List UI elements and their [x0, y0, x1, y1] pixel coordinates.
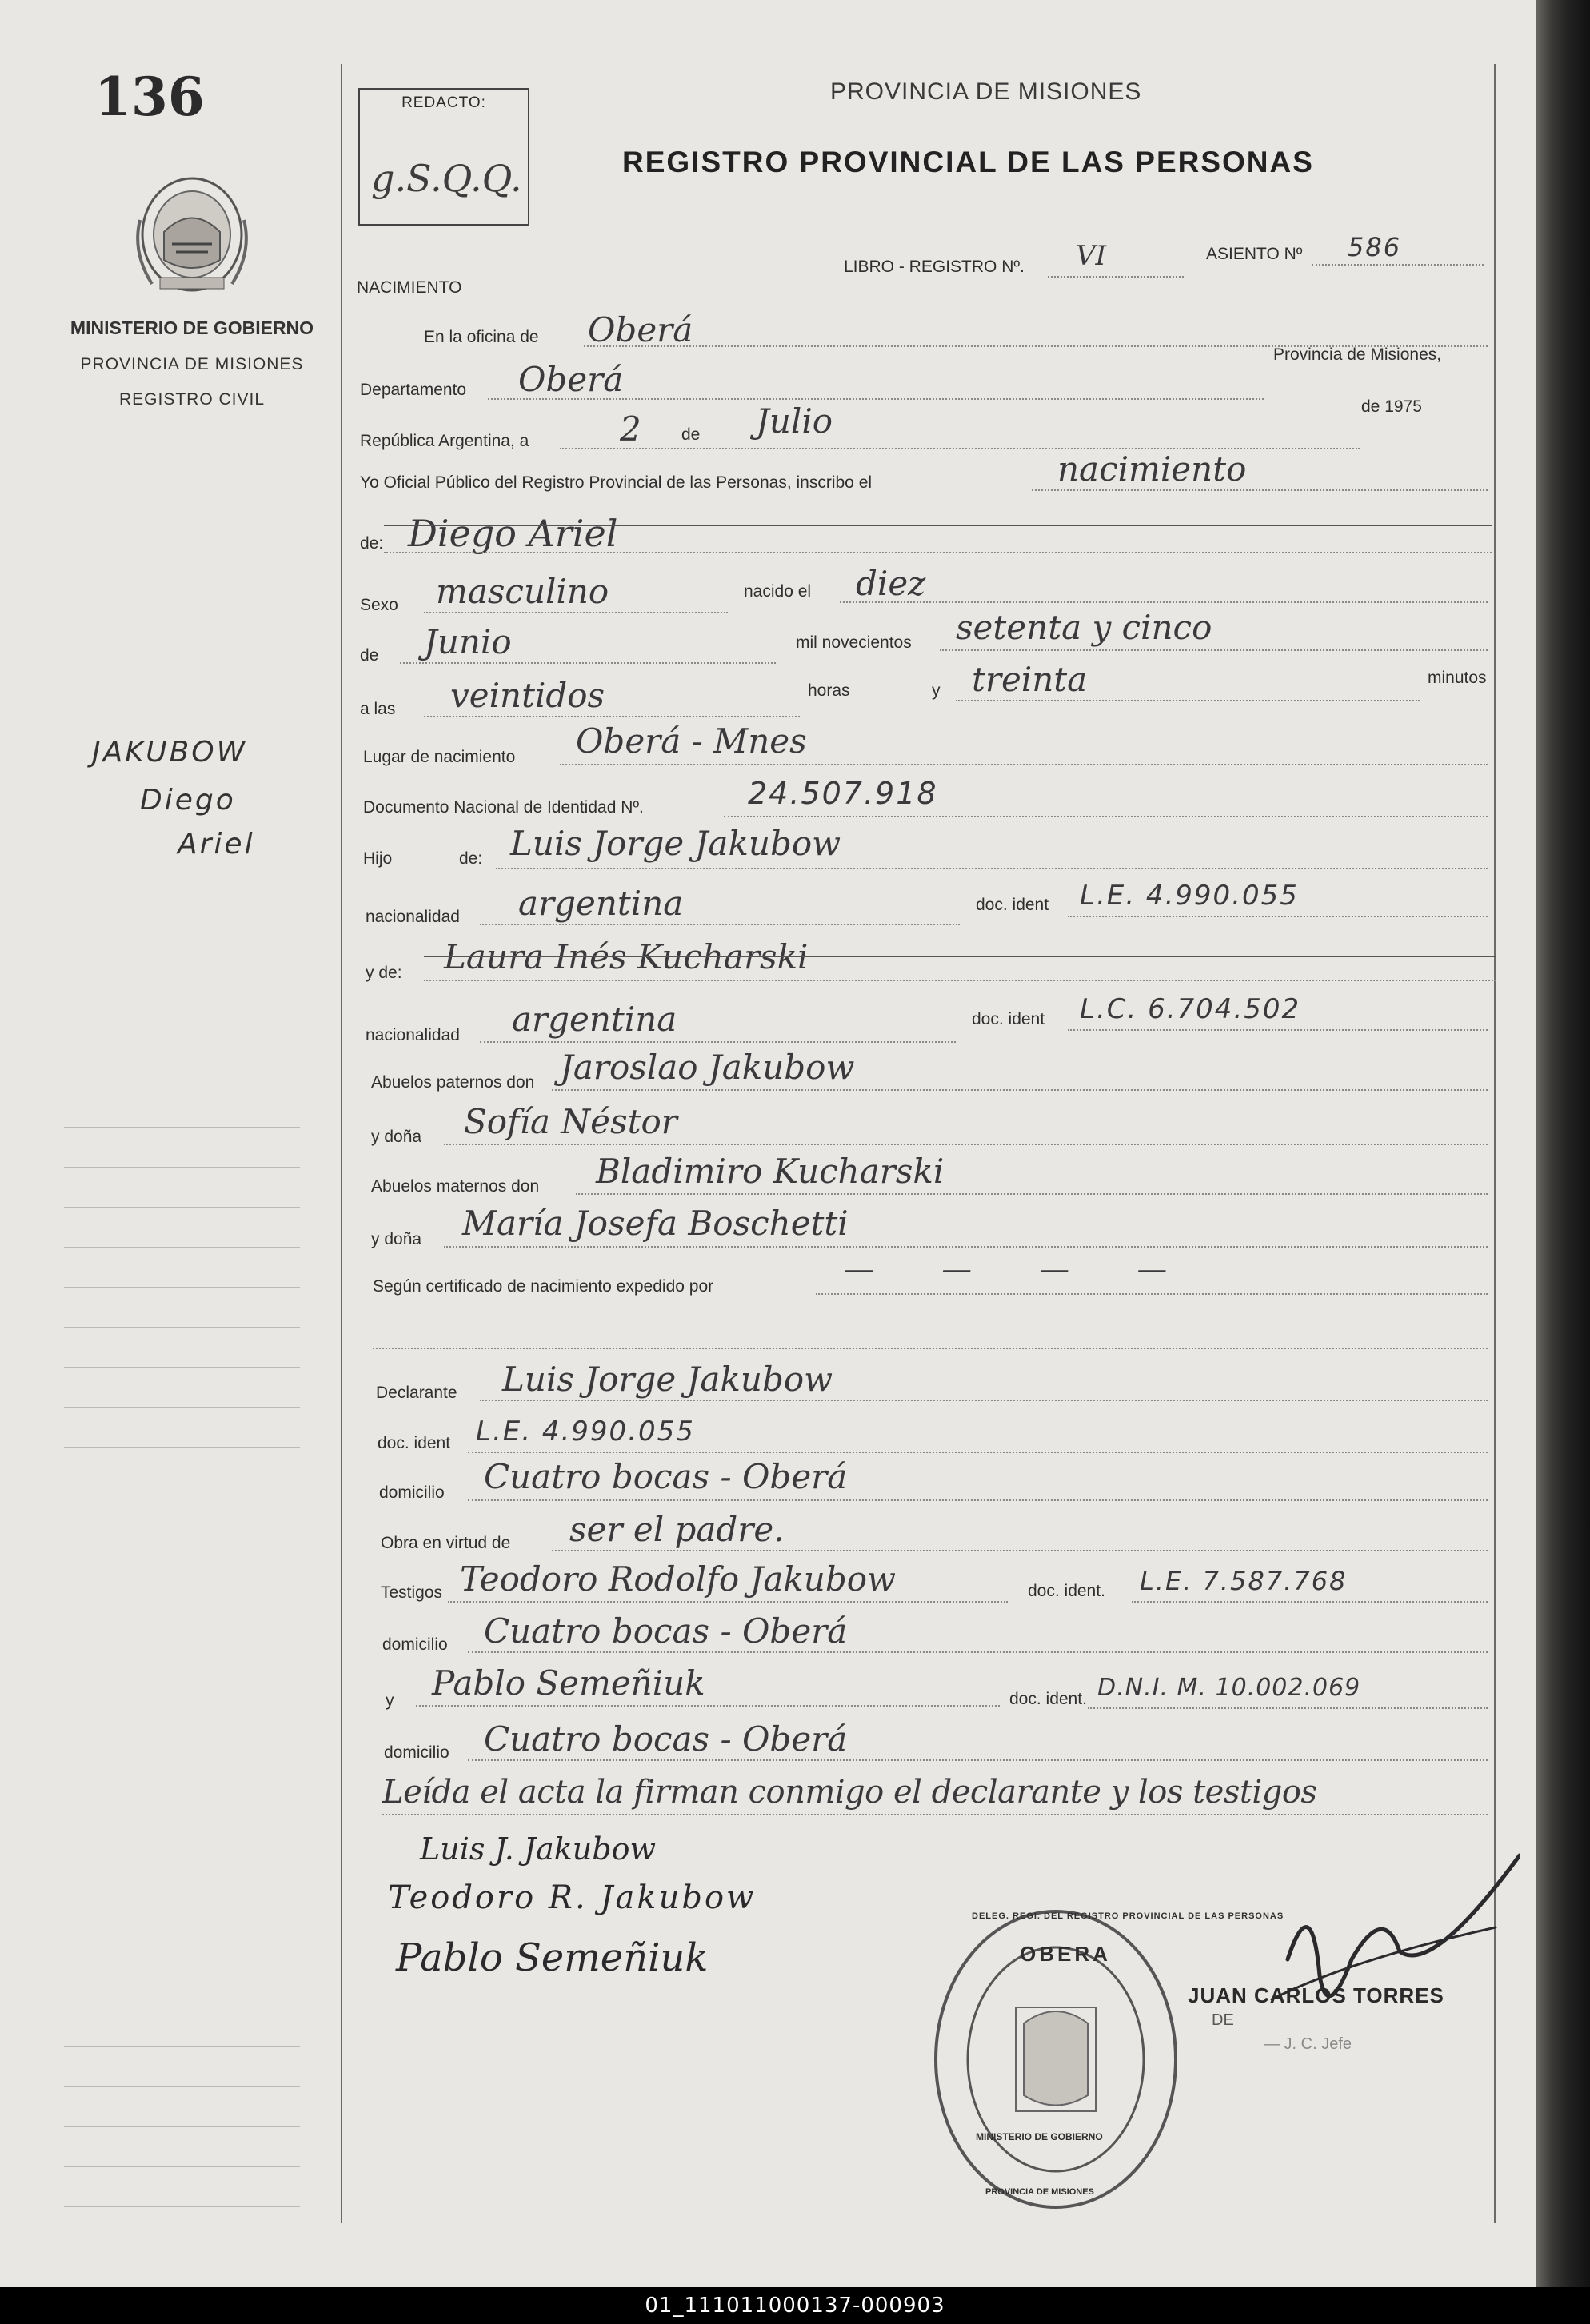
- ministry-title: MINISTERIO DE GOBIERNO: [70, 317, 314, 338]
- folio-number: 136: [94, 66, 205, 128]
- closing-text: Leída el acta la firman conmigo el declarante y los testigos: [382, 1774, 1317, 1811]
- abuelo-mat-value: Bladimiro Kucharski: [596, 1152, 945, 1191]
- madre-doc-value: L.C. 6.704.502: [1080, 993, 1301, 1025]
- dia-value: 2: [620, 409, 641, 449]
- nombre-dots: [384, 552, 1492, 553]
- madre-label: y de:: [366, 964, 402, 982]
- mes-nac-value: Junio: [424, 622, 512, 661]
- abuela-pat-dots: [444, 1144, 1488, 1145]
- minutos-value: treinta: [972, 660, 1088, 699]
- abuelos-mat-label: Abuelos maternos don: [371, 1177, 540, 1196]
- anio-nac-dots: [940, 649, 1488, 651]
- redacto-value: g.S.Q.Q.: [371, 157, 522, 200]
- book-binding: [1536, 0, 1590, 2287]
- signature-declarante: Luis J. Jakubow: [420, 1831, 657, 1867]
- redacto-box: [358, 88, 529, 226]
- official-title: — J. C. Jefe: [1264, 2035, 1352, 2053]
- testigo2-dom-dots: [468, 1759, 1488, 1761]
- sexo-label: Sexo: [360, 596, 398, 614]
- testigo2-doc-dots: [1088, 1707, 1488, 1709]
- mes-nac-dots: [400, 662, 776, 664]
- declarante-dom-value: Cuatro bocas - Oberá: [484, 1457, 848, 1496]
- sexo-value: masculino: [436, 572, 609, 611]
- de-label: de: [681, 425, 701, 444]
- lugar-label: Lugar de nacimiento: [363, 748, 516, 766]
- declarante-doc-label: doc. ident: [378, 1434, 451, 1452]
- padre-doc-value: L.E. 4.990.055: [1080, 880, 1299, 912]
- padre-dots: [496, 868, 1488, 869]
- stamp-city: OBERA: [1020, 1942, 1111, 1966]
- margin-note-surname: JAKUBOW: [92, 736, 248, 769]
- testigo2-doc-value: D.N.I. M. 10.002.069: [1097, 1674, 1361, 1702]
- mes-nac-label: de: [360, 646, 379, 665]
- image-caption: 01_111011000137-000903: [0, 2287, 1590, 2324]
- testigo1-value: Teodoro Rodolfo Jakubow: [460, 1559, 896, 1599]
- abuela-mat-label: y doña: [371, 1230, 422, 1248]
- abuelo-pat-value: Jaroslao Jakubow: [560, 1048, 855, 1087]
- testigo1-doc-value: L.E. 7.587.768: [1140, 1566, 1348, 1596]
- testigo2-dom-label: domicilio: [384, 1743, 449, 1762]
- madre-dots: [424, 980, 1496, 981]
- margin-rule-left: [341, 64, 342, 2223]
- testigos-label: Testigos: [381, 1583, 443, 1602]
- stamp-ring-text: DELEG. REGI. DEL REGISTRO PROVINCIAL DE LAS PERSONAS: [972, 1911, 1284, 1921]
- abuela-pat-label: y doña: [371, 1128, 422, 1146]
- header-title: REGISTRO PROVINCIAL DE LAS PERSONAS: [622, 146, 1314, 178]
- departamento-label: Departamento: [360, 381, 467, 399]
- stamp-bottom-text: PROVINCIA DE MISIONES: [985, 2187, 1094, 2197]
- horas-label: horas: [808, 681, 850, 700]
- dni-value: 24.507.918: [748, 776, 938, 811]
- official-signature-icon: [1256, 1839, 1520, 2047]
- testigo2-dots: [416, 1705, 1000, 1707]
- alas-label: a las: [360, 700, 396, 718]
- act-type-label: NACIMIENTO: [357, 278, 462, 297]
- anio-label: de 1975: [1361, 397, 1422, 416]
- acto-value: nacimiento: [1057, 449, 1247, 489]
- declarante-value: Luis Jorge Jakubow: [502, 1360, 833, 1399]
- madre-nac-value: argentina: [512, 1000, 677, 1039]
- declarante-label: Declarante: [376, 1384, 457, 1402]
- y-label: y: [932, 681, 941, 700]
- closing-dots: [382, 1814, 1488, 1815]
- libro-dots: [1048, 276, 1184, 278]
- official-name: JUAN CARLOS TORRES: [1188, 1983, 1444, 2007]
- nacido-label: nacido el: [744, 582, 812, 601]
- oficial-label: Yo Oficial Público del Registro Provincial de las Personas, inscribo el: [360, 473, 873, 492]
- provincial-seal-icon: [132, 172, 252, 300]
- madre-nac-label: nacionalidad: [366, 1026, 460, 1044]
- signature-testigo-1: Teodoro R. Jakubow: [388, 1879, 757, 1916]
- madre-value: Laura Inés Kucharski: [444, 937, 809, 976]
- madre-doc-dots: [1068, 1029, 1488, 1031]
- certificado-dots: [816, 1293, 1488, 1295]
- nacido-dots: [840, 601, 1488, 603]
- testigo1-dots: [448, 1601, 1008, 1603]
- libro-value: VI: [1076, 240, 1106, 272]
- declarante-doc-dots: [468, 1452, 1488, 1453]
- declarante-dom-dots: [468, 1499, 1488, 1501]
- declarante-dots: [480, 1400, 1488, 1401]
- padre-doc-dots: [1068, 916, 1488, 917]
- testigo2-y-label: y: [386, 1691, 394, 1710]
- obra-label: Obra en virtud de: [381, 1534, 511, 1552]
- acto-dots: [1032, 489, 1488, 491]
- abuela-mat-value: María Josefa Boschetti: [462, 1204, 849, 1243]
- oficina-label: En la oficina de: [424, 328, 539, 346]
- dni-label: Documento Nacional de Identidad Nº.: [363, 798, 644, 817]
- nombre-value: Diego Ariel: [408, 512, 618, 555]
- mes-value: Julio: [756, 401, 833, 441]
- abuela-mat-dots: [444, 1246, 1488, 1248]
- asiento-label: ASIENTO Nº: [1206, 245, 1303, 263]
- lugar-dots: [560, 764, 1488, 765]
- signature-testigo-2: Pablo Semeñiuk: [396, 1935, 709, 1980]
- horas-value: veintidos: [450, 676, 605, 715]
- minutos-dots: [956, 700, 1420, 701]
- nacido-value: diez: [856, 564, 926, 603]
- madre-nac-dots: [480, 1041, 956, 1043]
- margin-note-name1: Diego: [140, 784, 236, 817]
- testigo1-doc-label: doc. ident.: [1028, 1582, 1105, 1600]
- testigo2-doc-label: doc. ident.: [1009, 1690, 1087, 1708]
- certificado-label: Según certificado de nacimiento expedido por: [373, 1277, 714, 1296]
- declarante-dom-label: domicilio: [379, 1483, 445, 1502]
- republica-label: República Argentina, a: [360, 432, 529, 450]
- madre-line: [424, 956, 1496, 957]
- abuelo-mat-dots: [576, 1193, 1488, 1195]
- testigo1-doc-dots: [1132, 1601, 1488, 1603]
- anio-nac-value: setenta y cinco: [956, 608, 1212, 647]
- abuela-pat-value: Sofía Néstor: [464, 1102, 677, 1141]
- mil-label: mil novecientos: [796, 633, 912, 652]
- certificado-value: — — — —: [844, 1252, 1196, 1287]
- padre-doc-label: doc. ident: [976, 896, 1049, 914]
- oficina-value: Oberá: [588, 310, 693, 349]
- hijo-label: Hijo: [363, 849, 393, 868]
- provincia-suffix: Provincia de Misiones,: [1273, 345, 1442, 364]
- hijo-de-label: de:: [459, 849, 483, 868]
- testigo1-dom-value: Cuatro bocas - Oberá: [484, 1611, 848, 1651]
- dni-dots: [724, 816, 1488, 817]
- header-province: PROVINCIA DE MISIONES: [830, 78, 1142, 105]
- padre-nac-value: argentina: [518, 884, 684, 923]
- abuelos-pat-label: Abuelos paternos don: [371, 1073, 535, 1092]
- padre-value: Luis Jorge Jakubow: [510, 824, 841, 863]
- ministry-registry: REGISTRO CIVIL: [118, 390, 266, 409]
- margin-note-name2: Ariel: [178, 828, 255, 861]
- lugar-value: Oberá - Mnes: [576, 721, 807, 761]
- horas-dots: [424, 716, 800, 717]
- madre-doc-label: doc. ident: [972, 1010, 1045, 1028]
- certificado-dots-2: [373, 1348, 1488, 1349]
- asiento-value: 586: [1348, 232, 1402, 262]
- padre-nac-dots: [480, 924, 960, 925]
- testigo1-dom-dots: [468, 1651, 1488, 1653]
- abuelo-pat-dots: [552, 1089, 1488, 1091]
- stamp-inner-text: MINISTERIO DE GOBIERNO: [976, 2131, 1103, 2142]
- departamento-dots: [488, 398, 1264, 400]
- obra-dots: [552, 1550, 1488, 1551]
- redacto-label: REDACTO:: [401, 94, 486, 111]
- sexo-dots: [424, 612, 728, 613]
- testigo1-dom-label: domicilio: [382, 1635, 448, 1654]
- departamento-value: Oberá: [518, 360, 624, 399]
- ministry-province: PROVINCIA DE MISIONES: [80, 355, 304, 373]
- margin-ruled-lines: [64, 1088, 300, 2207]
- padre-nac-label: nacionalidad: [366, 908, 460, 926]
- testigo2-dom-value: Cuatro bocas - Oberá: [484, 1719, 848, 1759]
- libro-label: LIBRO - REGISTRO Nº.: [844, 258, 1025, 276]
- nombre-label: de:: [360, 534, 384, 553]
- obra-value: ser el padre.: [569, 1510, 785, 1549]
- asiento-dots: [1312, 264, 1484, 266]
- official-sub: DE: [1212, 2011, 1234, 2029]
- declarante-doc-value: L.E. 4.990.055: [476, 1416, 695, 1448]
- testigo2-value: Pablo Semeñiuk: [432, 1663, 705, 1703]
- minutos-label: minutos: [1428, 669, 1487, 687]
- nombre-line: [384, 525, 1492, 526]
